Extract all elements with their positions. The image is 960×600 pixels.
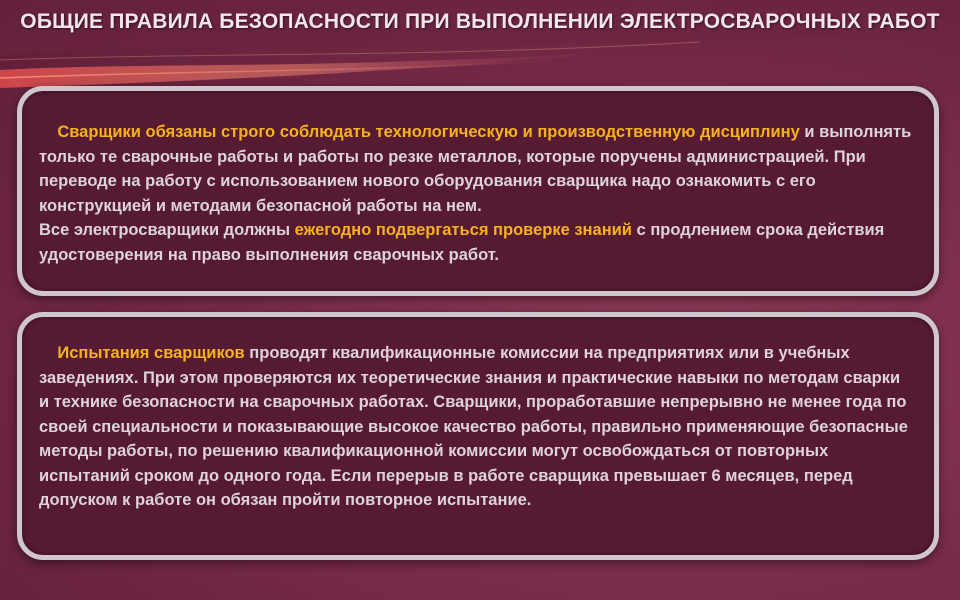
testing-body: проводят квалификационные комиссии на предприятиях или в учебных заведениях. При этом проверяются их теоретические знания и практические навыки по методам сварки и технике безопасности на сварочных работах. Сварщики, проработавшие непрерывно не менее года по своей специальности и показывающие высокое качество работы, правильно применяющие безопасные методы работы, по решению квалификационной комиссии могут освобождаться от повторных испытаний сроком до одного года. Если перерыв в работе сварщика превышает 6 месяцев, перед допуском к работе он обязан пройти повторное испытание. [39,344,908,509]
annual-check-highlight: ежегодно подвергаться проверке знаний [294,221,632,239]
discipline-body: и выполнять только те сварочные работы и работы по резке металлов, которые поручены администрацией. При переводе на работу с использованием нового оборудования сварщика надо ознакомить с его конструкцией и методами безопасной работы на нем. [39,123,912,215]
annual-check-body: с продлением срока действия удостоверения на право выполнения сварочных работ. [39,221,885,264]
testing-text [39,341,914,513]
annual-check-lead: Все электросварщики должны [39,221,295,239]
testing-highlight: Испытания сварщиков [57,344,245,362]
testing-block [17,312,939,560]
page-title: ОБЩИЕ ПРАВИЛА БЕЗОПАСНОСТИ ПРИ ВЫПОЛНЕНИИ ЭЛЕКТРОСВАРОЧНЫХ РАБОТ [20,10,940,33]
discipline-block [17,86,939,296]
discipline-highlight: Сварщики обязаны строго соблюдать технологическую и производственную дисциплину [57,123,800,141]
discipline-text [39,120,914,267]
